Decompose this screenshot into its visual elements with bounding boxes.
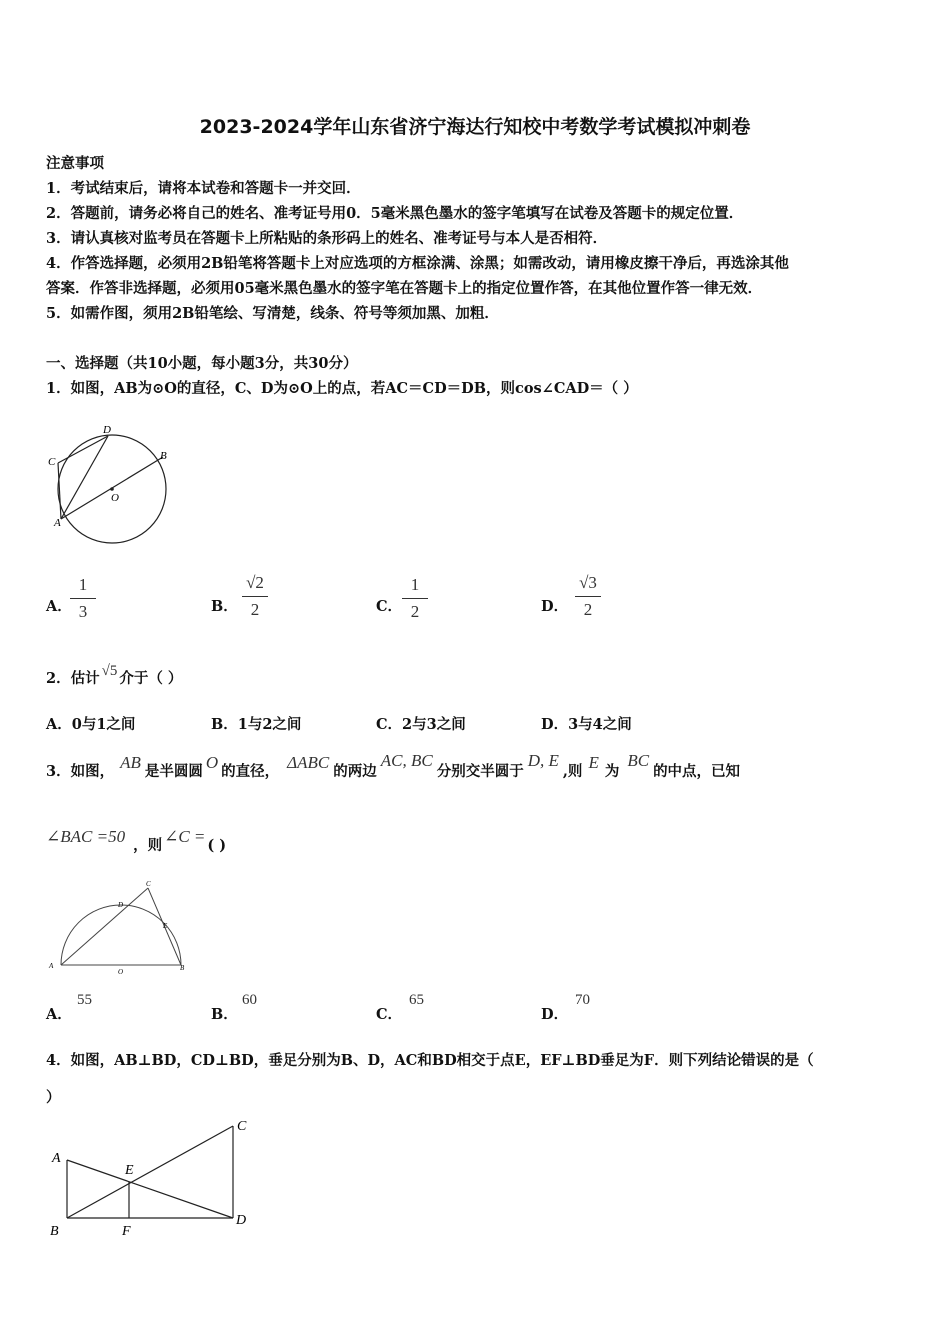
option-c-label: C． <box>376 598 403 615</box>
text-segment: 是半圆圆 <box>144 763 203 780</box>
semicircle <box>61 905 181 965</box>
notice-item: 2．答题前，请务必将自己的姓名、准考证号用0．5毫米黑色墨水的签字笔填写在试卷及答题卡的规定位置． <box>46 205 744 222</box>
label-b: B <box>180 964 185 972</box>
question-4-line-1: 4．如图，AB⊥BD，CD⊥BD，垂足分别为B、D，AC和BD相交于点E，EF⊥BD垂足为F．则下列结论错误的是（ <box>46 1052 814 1069</box>
fraction-denominator: 3 <box>78 602 88 621</box>
question-1-text: 1．如图，AB为⊙O的直径，C、D为⊙O上的点，若AC＝CD＝DB，则cos∠CAD＝（ ） <box>46 380 638 397</box>
notice-item: 5．如需作图，须用2B铅笔绘、写清楚，线条、符号等须加黑、加粗． <box>46 305 499 322</box>
math-segment: E <box>588 753 599 772</box>
label-d: D <box>236 1213 247 1228</box>
label-e: E <box>163 922 168 930</box>
q3-option-a-label: A． <box>46 1006 72 1023</box>
label-d: D <box>118 901 124 909</box>
label-f: F <box>122 1224 131 1239</box>
q2-option-a: A．0与1之间 <box>46 716 136 733</box>
notice-heading: 注意事项 <box>46 155 104 172</box>
text-segment: ，则 <box>133 837 163 854</box>
text-segment: ,则 <box>562 763 583 780</box>
question-3-line-1 <box>46 751 741 781</box>
side-ac <box>61 888 148 965</box>
q3-option-d-label: D． <box>541 1006 569 1023</box>
notice-item: 4．作答选择题，必须用2B铅笔将答题卡上对应选项的方框涂满、涂黑；如需改动，请用橡皮擦干净后，再选涂其他 <box>46 255 789 272</box>
section-heading: 一、选择题（共10小题，每小题3分，共30分） <box>46 355 358 372</box>
fraction-numerator: √2 <box>246 573 264 592</box>
fraction-numerator: 1 <box>410 575 420 594</box>
question-4-figure <box>46 1112 266 1242</box>
option-b-fraction <box>240 573 270 620</box>
q3-option-a-value: 55 <box>77 992 92 1008</box>
math-segment: D, E <box>527 751 559 770</box>
label-a: A <box>49 962 54 970</box>
segment-ad <box>67 1160 233 1218</box>
q2-option-c: C．2与3之间 <box>376 716 466 733</box>
label-a: A <box>52 1151 61 1166</box>
q3-option-c-label: C． <box>376 1006 403 1023</box>
question-3-figure <box>46 876 196 978</box>
option-d-label: D． <box>541 598 569 615</box>
sqrt-expression: √5 <box>101 663 118 679</box>
label-d: D <box>103 424 111 436</box>
option-d-fraction <box>573 573 603 620</box>
fraction-denominator: 2 <box>250 600 260 619</box>
notice-item: 1．考试结束后，请将本试卷和答题卡一并交回． <box>46 180 361 197</box>
notice-item: 答案．作答非选择题，必须用05毫米黑色墨水的签字笔在答题卡上的指定位置作答，在其他位置作答一律无效． <box>46 280 763 297</box>
label-e: E <box>125 1163 134 1178</box>
q2-option-b: B．1与2之间 <box>211 716 302 733</box>
math-segment: ∠C = <box>164 827 206 846</box>
q3-option-c-value: 65 <box>409 992 424 1008</box>
label-c: C <box>146 880 151 888</box>
center-point <box>110 487 114 491</box>
text-segment: 3．如图， <box>46 763 115 780</box>
text-segment: 的两边 <box>333 763 377 780</box>
segment-bc <box>67 1126 233 1218</box>
text-segment: 的中点，已知 <box>653 763 741 780</box>
fraction-denominator: 2 <box>410 602 420 621</box>
math-segment: ΔABC <box>287 753 330 772</box>
label-o: O <box>111 492 119 504</box>
question-2-post: 介于（ ） <box>119 670 183 687</box>
math-segment: BC <box>627 751 650 770</box>
math-segment: O <box>205 753 219 772</box>
math-segment: AC, BC <box>380 751 433 770</box>
option-a-label: A． <box>46 598 72 615</box>
label-a: A <box>54 517 61 529</box>
text-segment: ( ) <box>207 837 227 854</box>
label-b: B <box>160 450 167 462</box>
question-2-pre: 2．估计 <box>46 670 100 687</box>
text-segment: 的直径， <box>221 763 280 780</box>
q3-option-b-value: 60 <box>242 992 257 1008</box>
math-segment: ∠BAC =50 <box>46 827 126 846</box>
question-1-figure <box>46 415 176 545</box>
label-o: O <box>118 968 124 976</box>
math-segment: AB <box>120 753 141 772</box>
label-c: C <box>48 456 56 468</box>
label-c: C <box>237 1119 247 1134</box>
option-c-fraction <box>400 575 430 622</box>
text-segment: 为 <box>604 763 620 780</box>
notice-item: 3．请认真核对监考员在答题卡上所粘贴的条形码上的姓名、准考证号与本人是否相符． <box>46 230 608 247</box>
text-segment: 分别交半圆于 <box>436 763 524 780</box>
fraction-numerator: 1 <box>78 575 88 594</box>
q2-option-d: D．3与4之间 <box>541 716 632 733</box>
option-a-fraction <box>68 575 98 622</box>
q3-option-b-label: B． <box>211 1006 238 1023</box>
option-b-label: B． <box>211 598 238 615</box>
fraction-denominator: 2 <box>583 600 593 619</box>
label-b: B <box>50 1224 59 1239</box>
q3-option-d-value: 70 <box>575 992 590 1008</box>
fraction-numerator: √3 <box>579 573 597 592</box>
page-title: 2023-2024学年山东省济宁海达行知校中考数学考试模拟冲刺卷 <box>199 116 751 138</box>
question-2-text <box>46 663 183 688</box>
question-4-line-2: ） <box>46 1089 61 1106</box>
question-3-line-2 <box>46 827 227 855</box>
